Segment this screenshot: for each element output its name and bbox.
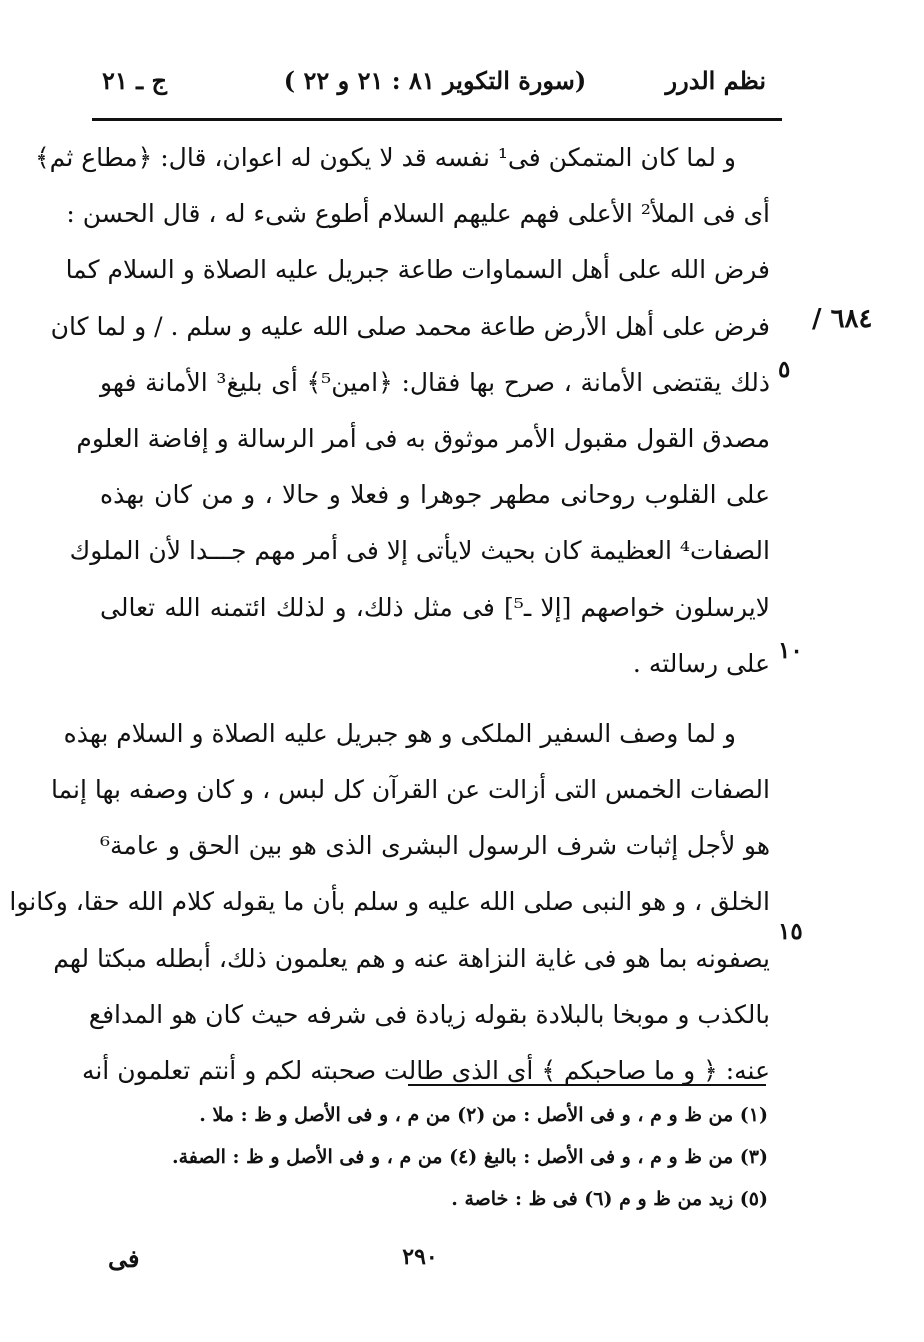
volume-number: ج ـ ٢١ [102, 66, 168, 95]
text-line: أى فى الملأ² الأعلى فهم عليهم السلام أطوع شىء له ، قال الحسن : [66, 199, 770, 229]
footnote-rule [408, 1084, 766, 1086]
text-line: فرض الله على أهل السماوات طاعة جبريل عليه الصلاة و السلام كما [65, 255, 770, 285]
running-header [96, 62, 774, 102]
footnote-line: (١) من ظ و م ، و فى الأصل : من (٢) من م ، و فى الأصل و ظ : ملا . [199, 1104, 768, 1126]
text-line: ذلك يقتضى الأمانة ، صرح بها فقال: ﴿امين⁵﴾ أى بليغ³ الأمانة فهو [100, 367, 771, 397]
text-line: الصفات⁴ العظيمة كان بحيث لايأتى إلا فى أمر مهم جـــدا لأن الملوك [69, 536, 770, 566]
text-line: بالكذب و موبخا بالبلادة بقوله زيادة فى شرفه حيث كان هو المدافع [88, 999, 770, 1029]
book-title: نظم الدرر [665, 66, 766, 95]
text-line: مصدق القول مقبول الأمر موثوق به فى أمر الرسالة و إفاضة العلوم [76, 423, 770, 453]
text-line: يصفونه بما هو فى غاية النزاهة عنه و هم يعلمون ذلك، أبطله مبكتا لهم [53, 943, 770, 973]
text-line: الخلق ، و هو النبى صلى الله عليه و سلم بأن ما يقوله كلام الله حقا، وكانوا [9, 887, 770, 917]
page-number: ٢٩٠ [402, 1244, 438, 1270]
line-number-5: ٥ [778, 356, 791, 383]
header-rule [92, 118, 782, 121]
line-number-10: ١٠ [778, 637, 803, 664]
surah-reference: (سورة التكوير ٨١ : ٢١ و ٢٢ ) [283, 66, 587, 95]
footnote-line: (٥) زيد من ظ و م (٦) فى ظ : خاصة . [451, 1188, 768, 1210]
line-number-15: ١٥ [778, 918, 803, 945]
text-line: لايرسلون خواصهم [إلا ـ⁵] فى مثل ذلك، و لذلك ائتمنه الله تعالى [100, 592, 770, 622]
text-line: هو لأجل إثبات شرف الرسول البشرى الذى هو بين الحق و عامة⁶ [100, 831, 770, 861]
text-line: على القلوب روحانى مطهر جوهرا و فعلا و حالا ، و من كان بهذه [100, 480, 770, 510]
text-line: على رسالته . [632, 648, 770, 678]
catchword: فى [108, 1244, 140, 1273]
footnotes [100, 1094, 776, 1220]
text-line: و لما وصف السفير الملكى و هو جبريل عليه الصلاة و السلام بهذه [63, 718, 736, 748]
main-text [9, 130, 771, 1099]
text-line: و لما كان المتمكن فى¹ نفسه قد لا يكون له اعوان، قال: ﴿مطاع ثم﴾ [35, 143, 736, 172]
text-line: الصفات الخمس التى أزالت عن القرآن كل لبس ، و كان وصفه بها إنما [50, 775, 770, 805]
margin-page-reference: ٦٨٤ / [812, 304, 873, 334]
text-line: عنه: ﴿ و ما صاحبكم ﴾ أى الذى طالت صحبته لكم و أنتم تعلمون أنه [81, 1056, 770, 1085]
text-line: فرض على أهل الأرض طاعة محمد صلى الله عليه و سلم . / و لما كان [50, 311, 770, 341]
footnote-line: (٣) من ظ و م ، و فى الأصل : بالبغ (٤) من م ، و فى الأصل و ظ : الصفة. [171, 1146, 768, 1168]
